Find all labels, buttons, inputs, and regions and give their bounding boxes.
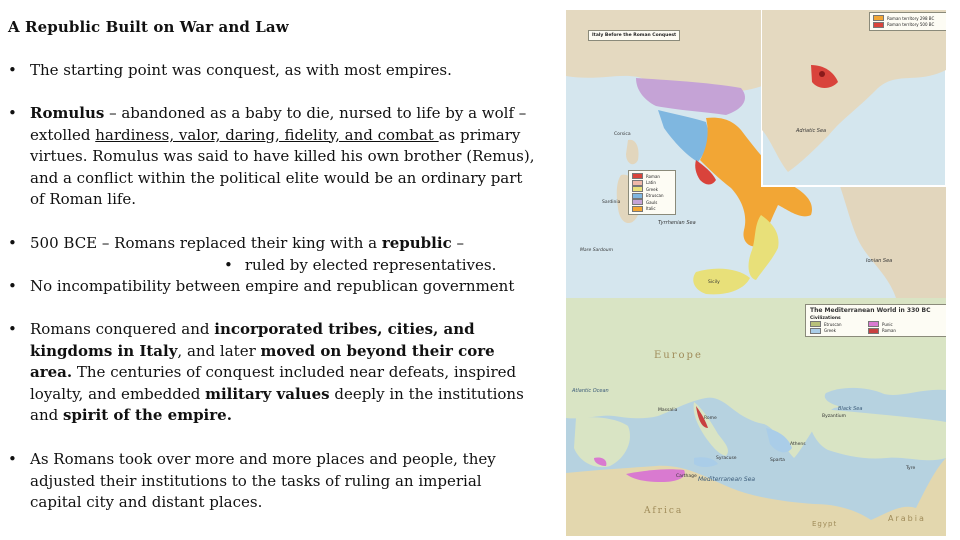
bullet-text-part: – [451, 234, 464, 252]
bullet-marker: • [8, 104, 17, 122]
bullet-text-part: 500 BCE – Romans replaced their king with a [30, 234, 382, 252]
bullet-item [8, 276, 536, 298]
legend-label: Italic [646, 206, 656, 212]
bullet-marker: • [8, 61, 17, 79]
legend-row [868, 328, 926, 335]
legend-swatch [873, 22, 884, 28]
italy-legend [628, 170, 676, 215]
legend-label: Roman territory 298 BC [887, 15, 935, 21]
bullet-marker: • [8, 320, 17, 338]
mediterranean-legend [805, 304, 946, 337]
bullet-item [8, 233, 536, 255]
continent-label: Africa [644, 506, 684, 516]
mediterranean-map-title: The Mediterranean World in 330 BC [810, 307, 931, 314]
legend-label: Punic [882, 321, 893, 327]
bullet-marker: • [8, 450, 17, 468]
ocean-label: Atlantic Ocean [572, 388, 609, 394]
bullet-marker: • [8, 277, 17, 295]
italy-map-graphic [566, 10, 946, 298]
sea-label: Mare Sardoum [580, 248, 613, 253]
inset-legend [869, 12, 946, 31]
italy-map-title: Italy Before the Roman Conquest [588, 30, 680, 41]
sea-label: Black Sea [838, 406, 863, 412]
bullet-text: As Romans took over more and more places and people, they adjusted their institutions to the tasks of ruling an imperial capital city and distant places. [30, 450, 496, 511]
bullet-text-part: as primary virtues. Romulus was said to have killed his own brother (Remus), and a conflict within the political elite would be an ordinary part of Roman life. [30, 125, 535, 208]
bullet-item [8, 60, 536, 82]
bullet-text [30, 103, 536, 211]
city-label: Carthage [676, 474, 697, 479]
city-label: Massalia [658, 408, 678, 413]
city-label: Byzantium [822, 414, 846, 419]
city-label: Syracuse [716, 456, 737, 461]
legend-swatch [873, 15, 884, 21]
slide-title: A Republic Built on War and Law [8, 18, 289, 36]
mediterranean-map-image [566, 298, 946, 536]
legend-swatch [632, 199, 643, 205]
legend-label: Roman territory 500 BC [887, 22, 935, 28]
etruscan-region [658, 110, 708, 162]
city-label: Athens [790, 442, 806, 447]
legend-swatch [632, 206, 643, 212]
legend-row [632, 206, 672, 213]
bullet-text-part: deeply in the institutions and [30, 384, 524, 424]
sicily-island [694, 457, 718, 467]
island-label: Sardinia [602, 200, 621, 205]
legend-swatch [632, 173, 643, 179]
emphasis-text: moved on beyond their core area. [30, 341, 495, 381]
bullet-text: No incompatibility between empire and republican government [30, 277, 515, 295]
continent-label: Europe [654, 350, 703, 361]
sub-bullet [224, 256, 496, 274]
legend-swatch [632, 193, 643, 199]
africa-landmass [566, 458, 946, 536]
bullet-marker: • [224, 256, 233, 274]
italy-map-image [566, 10, 946, 298]
bullet-text [30, 319, 536, 427]
island-label: Sicily [708, 280, 720, 285]
bullet-text [30, 233, 536, 255]
sea-label: Adriatic Sea [796, 128, 827, 134]
bullet-item [8, 103, 536, 211]
sub-bullet-text: ruled by elected representatives. [244, 256, 497, 274]
sea-label: Tyrrhenian Sea [658, 220, 696, 226]
emphasis-text: spirit of the empire. [62, 406, 232, 424]
corsica-island [626, 140, 639, 165]
sea-label: Mediterranean Sea [698, 476, 756, 483]
legend-label: Roman [646, 173, 660, 179]
city-label: Sparta [770, 458, 785, 463]
legend-label: Roman [882, 328, 896, 334]
region-label: Arabia [888, 514, 926, 523]
region-label: Egypt [812, 520, 838, 528]
emphasis-text: incorporated tribes, cities, and kingdoms in Italy [30, 320, 475, 360]
inset-legend-row [873, 22, 943, 29]
city-label: Tyre [906, 466, 916, 471]
island-label: Corsica [614, 132, 631, 137]
rome-marker [819, 71, 825, 77]
romulus-emphasis: Romulus [30, 104, 105, 122]
inset-legend-row [873, 15, 943, 22]
virtues-underlined: hardiness, valor, daring, fidelity, and combat [95, 125, 439, 144]
bullet-text-part: , and later [177, 341, 261, 360]
legend-title: Civilizations [810, 316, 841, 321]
legend-label: Latin [646, 180, 656, 186]
bullet-text-part: – abandoned as a baby to die, nursed to life by a wolf – extolled [30, 104, 527, 144]
sicily-island [693, 269, 750, 295]
legend-swatch [632, 186, 643, 192]
emphasis-text: military values [205, 384, 330, 403]
bullet-text: The starting point was conquest, as with most empires. [30, 61, 452, 79]
legend-label: Gauls [646, 199, 658, 205]
legend-label: Etruscan [646, 193, 664, 199]
legend-label: Greek [824, 328, 836, 334]
bullet-item [8, 319, 536, 427]
legend-swatch [810, 328, 821, 334]
bullet-marker: • [8, 234, 17, 252]
bullet-text-part: Romans conquered and [30, 320, 215, 338]
republic-emphasis: republic [381, 234, 452, 252]
legend-row [810, 328, 868, 335]
bullet-item [8, 449, 536, 514]
legend-swatch [868, 328, 879, 334]
legend-swatch [868, 321, 879, 327]
legend-label: Greek [646, 186, 658, 192]
bullet-text-part: The centuries of conquest included near defeats, inspired loyalty, and embedded [30, 363, 517, 403]
legend-label: Etruscan [824, 321, 842, 327]
legend-swatch [632, 180, 643, 186]
legend-swatch [810, 321, 821, 327]
city-label: Rome [704, 416, 717, 421]
sea-label: Ionian Sea [866, 258, 893, 264]
